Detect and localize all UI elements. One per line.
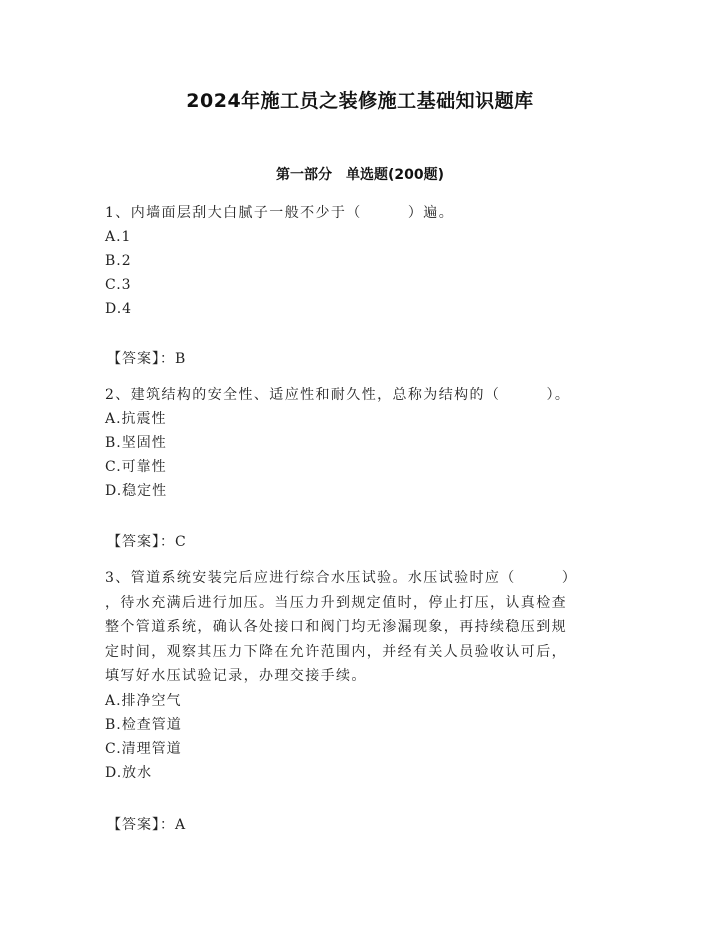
option-a: A.1 [105,229,132,245]
option-b: B.坚固性 [105,435,167,451]
question-3 [105,566,615,785]
option-c: C.3 [105,277,132,293]
option-a: A.排净空气 [105,692,182,709]
option-d: D.稳定性 [105,483,168,499]
option-c: C.清理管道 [105,740,182,757]
option-b: B.2 [105,253,132,269]
document-title: 2024年施工员之装修施工基础知识题库 [186,90,534,112]
option-b: B.检查管道 [105,716,182,733]
option-d: D.4 [105,301,133,317]
question-stem: 1、内墙面层刮大白腻子一般不少于（ ）遍。 [105,205,455,221]
option-d: D.放水 [105,764,153,781]
question-stem-line: 填写好水压试验记录，办理交接手续。 [105,668,367,684]
question-stem: 2、建筑结构的安全性、适应性和耐久性，总称为结构的（ ）。 [105,387,571,403]
section-part: 第一部分 [275,167,332,183]
answer-3: 【答案】：A [107,817,187,833]
option-c: C.可靠性 [105,459,167,475]
question-stem-line: ，待水充满后进行加压。当压力升到规定值时，停止打压，认真检查 [105,594,567,611]
question-stem-line: 3、管道系统安装完后应进行综合水压试验。水压试验时应（ ） [105,570,578,586]
option-a: A.抗震性 [105,411,167,427]
question-stem-line: 定时间，观察其压力下降在允许范围内，并经有关人员验收认可后， [105,643,567,660]
answer-2: 【答案】：C [107,534,187,550]
section-name: 单选题(200题) [345,167,445,183]
question-2 [105,383,615,503]
section-heading [0,164,720,184]
answer-1: 【答案】：B [107,351,187,367]
question-1 [105,201,615,321]
question-stem-line: 整个管道系统，确认各处接口和阀门均无渗漏现象，再持续稳压到规 [105,619,567,635]
